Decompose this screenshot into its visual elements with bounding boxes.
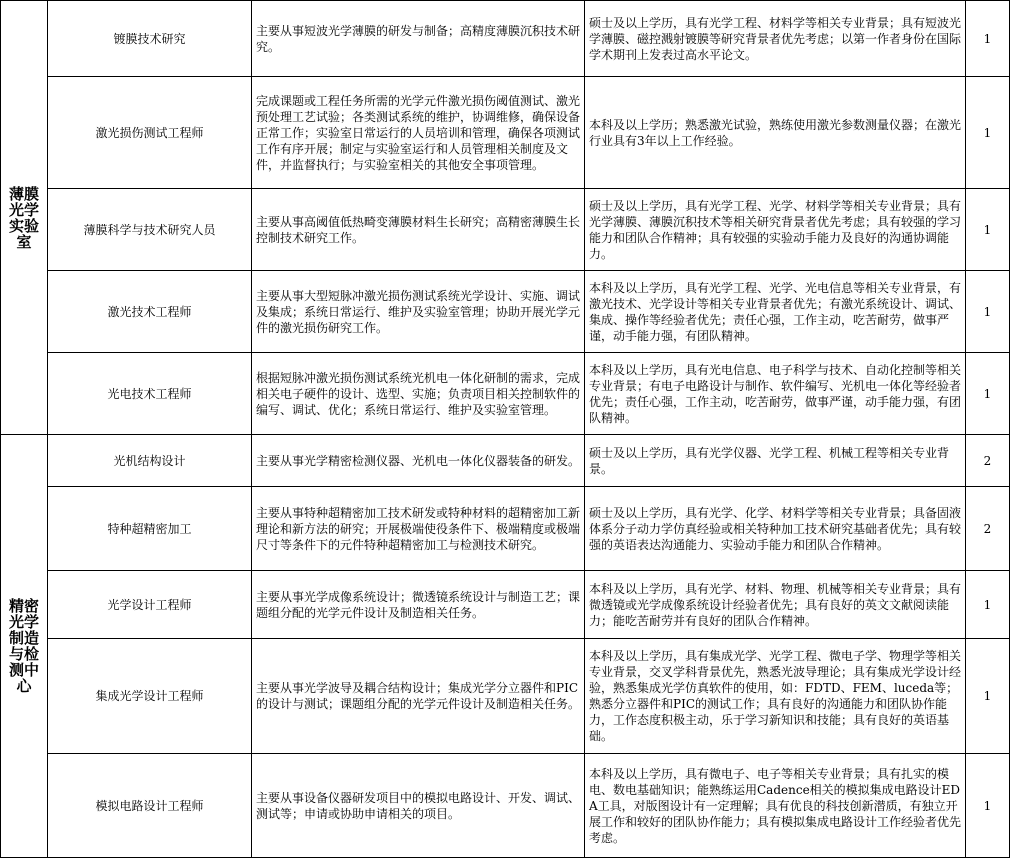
count-cell: 1 xyxy=(966,271,1010,353)
duties-cell: 主要从事光学波导及耦合结构设计；集成光学分立器件和PIC的设计与测试；课题组分配的光学元件设计及制造相关任务。 xyxy=(252,639,585,754)
count-cell: 1 xyxy=(966,639,1010,754)
requirements-cell: 硕士及以上学历，具有光学工程、光学、材料学等相关专业背景；具有光学薄膜、薄膜沉积技术等相关研究背景者优先考虑；具有较强的学习能力和团队合作精神；具有较强的实验动手能力及良好的沟通协调能力。 xyxy=(585,189,966,271)
count-cell: 1 xyxy=(966,189,1010,271)
table-row xyxy=(1,271,1010,353)
table-row xyxy=(1,353,1010,435)
department-cell: 薄膜光学实验室 xyxy=(1,1,48,435)
position-cell: 镀膜技术研究 xyxy=(48,1,252,77)
requirements-cell: 本科及以上学历；熟悉激光试验，熟练使用激光参数测量仪器；在激光行业具有3年以上工作经验。 xyxy=(585,77,966,189)
requirements-cell: 本科及以上学历，具有光学、材料、物理、机械等相关专业背景；具有微透镜或光学成像系统设计经验者优先；具有良好的英文文献阅读能力；能吃苦耐劳并有良好的团队合作精神。 xyxy=(585,571,966,639)
count-cell: 1 xyxy=(966,77,1010,189)
table-row xyxy=(1,435,1010,487)
requirements-cell: 硕士及以上学历，具有光学工程、材料学等相关专业背景；具有短波光学薄膜、磁控溅射镀膜等研究背景者优先考虑；以第一作者身份在国际学术期刊上发表过高水平论文。 xyxy=(585,1,966,77)
requirements-cell: 本科及以上学历，具有光学工程、光学、光电信息等相关专业背景，有激光技术、光学设计等相关专业背景者优先；有激光系统设计、调试、集成、操作等经验者优先；责任心强，工作主动，吃苦耐劳，做事严谨，动手能力强，有团队精神。 xyxy=(585,271,966,353)
duties-cell: 主要从事光学成像系统设计；微透镜系统设计与制造工艺；课题组分配的光学元件设计及制造相关任务。 xyxy=(252,571,585,639)
position-cell: 特种超精密加工 xyxy=(48,487,252,571)
requirements-cell: 本科及以上学历，具有光电信息、电子科学与技术、自动化控制等相关专业背景；有电子电路设计与制作、软件编写、光机电一体化等经验者优先；责任心强，工作主动，吃苦耐劳，做事严谨，动手能力强，有团队精神。 xyxy=(585,353,966,435)
position-cell: 激光损伤测试工程师 xyxy=(48,77,252,189)
duties-cell: 完成课题或工程任务所需的光学元件激光损伤阈值测试、激光预处理工艺试验；各类测试系统的维护，协调维修，确保设备正常工作；实验室日常运行的人员培训和管理，确保各项测试工作有序开展；制定与实验室运行和人员管理相关制度及文件，并监督执行；与实验室相关的其他安全事项管理。 xyxy=(252,77,585,189)
duties-cell: 根据短脉冲激光损伤测试系统光机电一体化研制的需求，完成相关电子硬件的设计、选型、实施；负责项目相关控制软件的编写、调试、优化；系统日常运行、维护及实验室管理。 xyxy=(252,353,585,435)
table-row xyxy=(1,571,1010,639)
count-cell: 1 xyxy=(966,571,1010,639)
requirements-cell: 本科及以上学历，具有集成光学、光学工程、微电子学、物理学等相关专业背景，交叉学科背景优先，熟悉光波导理论；具有集成光学设计经验，熟悉集成光学仿真软件的使用，如：FDTD、FEM、luceda等；熟悉分立器件和PIC的测试工作；具有良好的沟通能力和团队协作能力，工作态度积极主动，乐于学习新知识和技能；具有良好的英语基础。 xyxy=(585,639,966,754)
duties-cell: 主要从事光学精密检测仪器、光机电一体化仪器装备的研发。 xyxy=(252,435,585,487)
count-cell: 1 xyxy=(966,353,1010,435)
duties-cell: 主要从事设备仪器研发项目中的模拟电路设计、开发、调试、测试等；申请或协助申请相关的项目。 xyxy=(252,754,585,858)
requirements-cell: 硕士及以上学历，具有光学、化学、材料学等相关专业背景；具备固液体系分子动力学仿真经验或相关特种加工技术研究基础者优先；具有较强的英语表达沟通能力、实验动手能力和团队合作精神。 xyxy=(585,487,966,571)
duties-cell: 主要从事高阈值低热畸变薄膜材料生长研究；高精密薄膜生长控制技术研究工作。 xyxy=(252,189,585,271)
table-row xyxy=(1,487,1010,571)
duties-cell: 主要从事大型短脉冲激光损伤测试系统光学设计、实施、调试及集成；系统日常运行、维护及实验室管理；协助开展光学元件的激光损伤研究工作。 xyxy=(252,271,585,353)
duties-cell: 主要从事短波光学薄膜的研发与制备；高精度薄膜沉积技术研究。 xyxy=(252,1,585,77)
requirements-cell: 硕士及以上学历，具有光学仪器、光学工程、机械工程等相关专业背景。 xyxy=(585,435,966,487)
duties-cell: 主要从事特种超精密加工技术研发或特种材料的超精密加工新理论和新方法的研究；开展极端使役条件下、极端精度或极端尺寸等条件下的元件特种超精密加工与检测技术研究。 xyxy=(252,487,585,571)
count-cell: 1 xyxy=(966,754,1010,858)
table-row xyxy=(1,754,1010,858)
table-row xyxy=(1,1,1010,77)
position-cell: 光机结构设计 xyxy=(48,435,252,487)
position-cell: 光学设计工程师 xyxy=(48,571,252,639)
count-cell: 2 xyxy=(966,487,1010,571)
position-cell: 光电技术工程师 xyxy=(48,353,252,435)
table-row xyxy=(1,189,1010,271)
count-cell: 2 xyxy=(966,435,1010,487)
position-cell: 薄膜科学与技术研究人员 xyxy=(48,189,252,271)
department-cell: 精密光学制造与检测中心 xyxy=(1,435,48,858)
count-cell: 1 xyxy=(966,1,1010,77)
position-cell: 模拟电路设计工程师 xyxy=(48,754,252,858)
position-cell: 集成光学设计工程师 xyxy=(48,639,252,754)
table-row xyxy=(1,639,1010,754)
table-row xyxy=(1,77,1010,189)
position-cell: 激光技术工程师 xyxy=(48,271,252,353)
requirements-cell: 本科及以上学历，具有微电子、电子等相关专业背景；具有扎实的模电、数电基础知识；能熟练运用Cadence相关的模拟集成电路设计EDA工具，对版图设计有一定理解；具有优良的科技创新潜质，有独立开展工作和较好的团队协作能力；具有模拟集成电路设计工作经验者优先考虑。 xyxy=(585,754,966,858)
